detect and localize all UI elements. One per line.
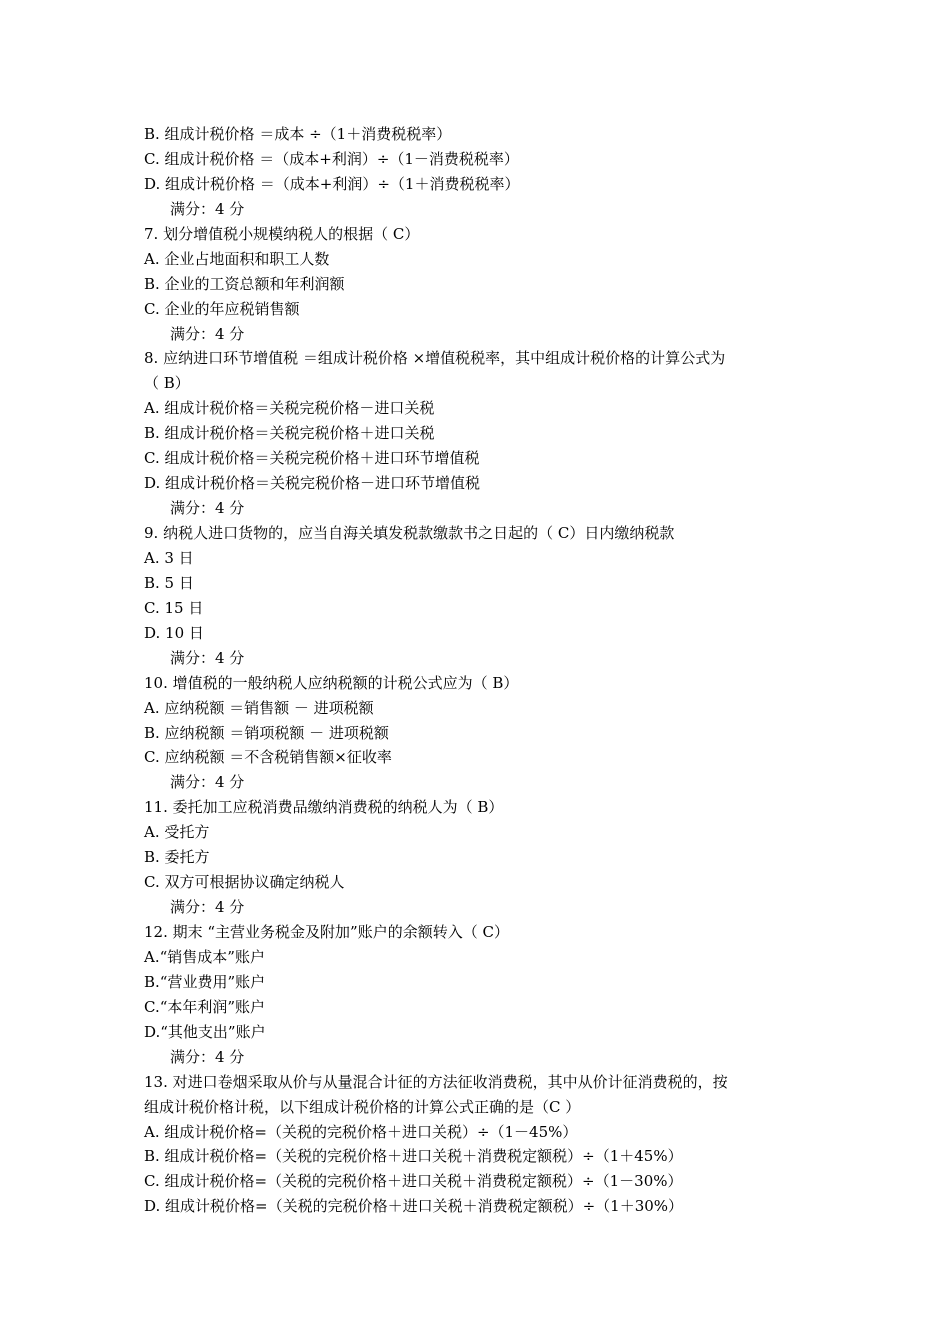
option-line: D. 组成计税价格 ＝（成本+利润）÷（1＋消费税税率） bbox=[144, 174, 520, 193]
option-line: C. 组成计税价格 ＝（成本+利润）÷（1－消费税税率） bbox=[144, 149, 519, 168]
score-line: 满分：4 分 bbox=[170, 1047, 245, 1066]
option-line: C. 应纳税额 ＝不含税销售额×征收率 bbox=[144, 748, 392, 767]
option-line: C.“本年利润”账户 bbox=[144, 997, 266, 1016]
question-line: 11. 委托加工应税消费品缴纳消费税的纳税人为（ B） bbox=[144, 798, 504, 817]
score-line: 满分：4 分 bbox=[170, 898, 245, 917]
option-line: D. 组成计税价格=（关税的完税价格＋进口关税＋消费税定额税）÷（1＋30%） bbox=[144, 1197, 684, 1216]
question-line: （ B） bbox=[144, 374, 190, 393]
option-line: C. 15 日 bbox=[144, 598, 204, 617]
score-line: 满分：4 分 bbox=[170, 199, 245, 218]
option-line: B. 5 日 bbox=[144, 573, 194, 592]
option-line: A. 应纳税额 ＝销售额 － 进项税额 bbox=[144, 698, 374, 717]
question-line: 10. 增值税的一般纳税人应纳税额的计税公式应为（ B） bbox=[144, 673, 519, 692]
option-line: C. 组成计税价格=（关税的完税价格＋进口关税＋消费税定额税）÷（1－30%） bbox=[144, 1172, 683, 1191]
option-line: B. 委托方 bbox=[144, 848, 210, 867]
option-line: A. 组成计税价格＝关税完税价格－进口关税 bbox=[144, 399, 435, 418]
option-line: A. 组成计税价格=（关税的完税价格＋进口关税）÷（1－45%） bbox=[144, 1122, 578, 1141]
question-line: 8. 应纳进口环节增值税 ＝组成计税价格 ×增值税税率，其中组成计税价格的计算公式为 bbox=[144, 349, 726, 368]
question-line: 9. 纳税人进口货物的，应当自海关填发税款缴款书之日起的（ C）日内缴纳税款 bbox=[144, 524, 675, 542]
option-line: A.“销售成本”账户 bbox=[144, 947, 265, 966]
option-line: B. 组成计税价格=（关税的完税价格＋进口关税＋消费税定额税）÷（1＋45%） bbox=[144, 1147, 683, 1166]
option-line: B. 企业的工资总额和年利润额 bbox=[144, 274, 345, 293]
option-line: D.“其他支出”账户 bbox=[144, 1022, 266, 1041]
score-line: 满分：4 分 bbox=[170, 324, 245, 343]
option-line: A. 企业占地面积和职工人数 bbox=[144, 249, 330, 268]
option-line: B.“营业费用”账户 bbox=[144, 972, 266, 991]
option-line: D. 10 日 bbox=[144, 623, 204, 642]
option-line: B. 组成计税价格＝关税完税价格＋进口关税 bbox=[144, 424, 435, 443]
question-line: 12. 期末 “主营业务税金及附加”账户的余额转入（ C） bbox=[144, 923, 509, 941]
option-line: A. 3 日 bbox=[144, 548, 194, 567]
option-line: B. 应纳税额 ＝销项税额 － 进项税额 bbox=[144, 723, 389, 742]
option-line: A. 受托方 bbox=[144, 823, 210, 842]
option-line: C. 组成计税价格＝关税完税价格＋进口环节增值税 bbox=[144, 449, 480, 468]
question-line: 7. 划分增值税小规模纳税人的根据（ C） bbox=[144, 224, 420, 243]
option-line: D. 组成计税价格＝关税完税价格－进口环节增值税 bbox=[144, 474, 481, 493]
option-line: C. 双方可根据协议确定纳税人 bbox=[144, 873, 345, 892]
document-page bbox=[144, 122, 824, 1219]
score-line: 满分：4 分 bbox=[170, 648, 245, 667]
option-line: C. 企业的年应税销售额 bbox=[144, 299, 300, 318]
question-line: 组成计税价格计税，以下组成计税价格的计算公式正确的是（C ） bbox=[144, 1097, 581, 1116]
question-line: 13. 对进口卷烟采取从价与从量混合计征的方法征收消费税，其中从价计征消费税的，按 bbox=[144, 1072, 728, 1091]
score-line: 满分：4 分 bbox=[170, 499, 245, 518]
option-line: B. 组成计税价格 ＝成本 ÷（1＋消费税税率） bbox=[144, 125, 452, 143]
score-line: 满分：4 分 bbox=[170, 773, 245, 792]
